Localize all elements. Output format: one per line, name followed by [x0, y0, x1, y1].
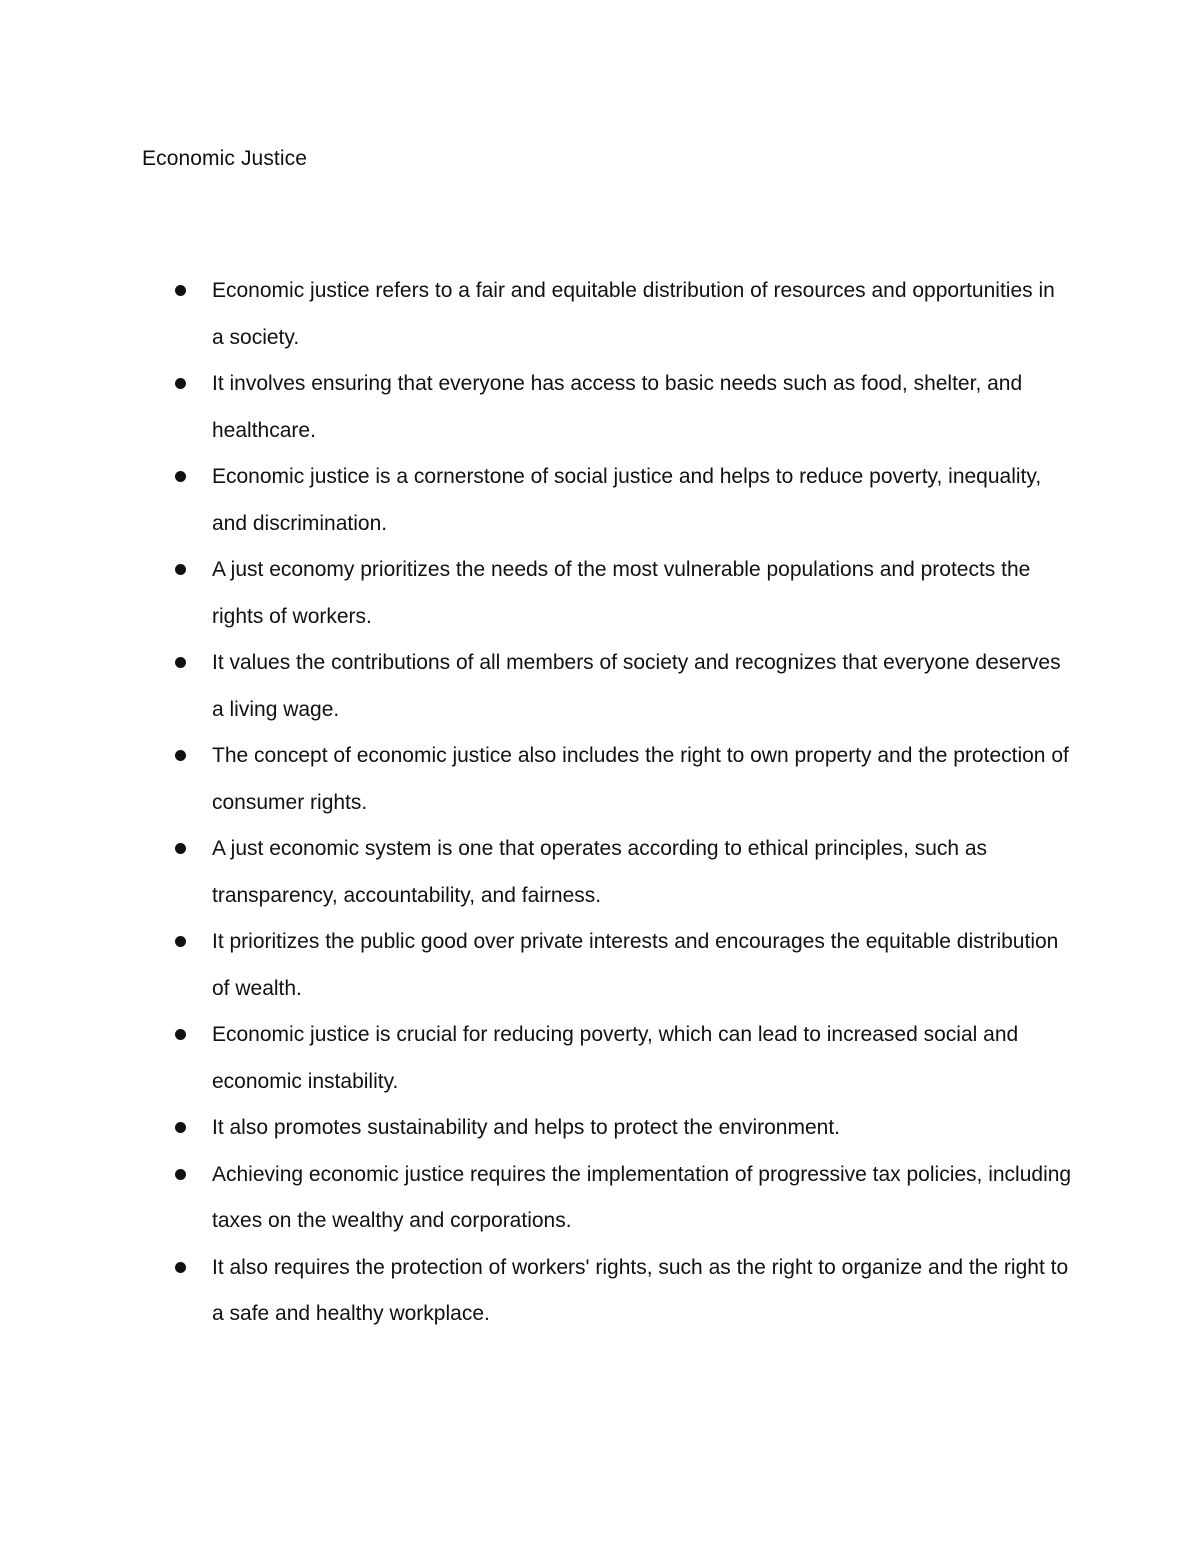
- bullet-icon: [175, 657, 186, 668]
- bullet-text: It also requires the protection of workers' rights, such as the right to organize and the right to a safe and healthy workplace.: [212, 1255, 1069, 1325]
- bullet-item: [142, 361, 1072, 454]
- bullet-icon: [175, 1122, 186, 1133]
- bullet-text: A just economy prioritizes the needs of the most vulnerable populations and protects the rights of workers.: [212, 558, 1031, 628]
- bullet-text: Economic justice is a cornerstone of social justice and helps to reduce poverty, inequality, and discrimination.: [212, 465, 1042, 535]
- bullet-icon: [175, 1169, 186, 1180]
- bullet-icon: [175, 936, 186, 947]
- bullet-item: [142, 640, 1072, 733]
- bullet-item: [142, 733, 1072, 826]
- bullet-icon: [175, 564, 186, 575]
- bullet-item: [142, 1152, 1072, 1245]
- bullet-list: [142, 268, 1072, 1338]
- bullet-text: The concept of economic justice also includes the right to own property and the protection of consumer rights.: [212, 744, 1069, 814]
- bullet-text: Economic justice is crucial for reducing poverty, which can lead to increased social and economic instability.: [212, 1023, 1019, 1093]
- bullet-icon: [175, 1029, 186, 1040]
- bullet-text: It values the contributions of all members of society and recognizes that everyone deserves a living wage.: [212, 651, 1061, 721]
- bullet-text: It involves ensuring that everyone has access to basic needs such as food, shelter, and healthcare.: [212, 372, 1023, 442]
- bullet-icon: [175, 1262, 186, 1273]
- bullet-text: Economic justice refers to a fair and equitable distribution of resources and opportunities in a society.: [212, 279, 1055, 349]
- bullet-text: A just economic system is one that operates according to ethical principles, such as transparency, accountability, and fairness.: [212, 837, 988, 907]
- bullet-item: [142, 1012, 1072, 1105]
- bullet-icon: [175, 378, 186, 389]
- bullet-text: It prioritizes the public good over private interests and encourages the equitable distribution of wealth.: [212, 930, 1059, 1000]
- bullet-item: [142, 268, 1072, 361]
- bullet-item: [142, 826, 1072, 919]
- bullet-icon: [175, 843, 186, 854]
- bullet-item: [142, 1245, 1072, 1338]
- bullet-item: [142, 454, 1072, 547]
- bullet-item: [142, 1105, 1072, 1152]
- bullet-text: Achieving economic justice requires the implementation of progressive tax policies, including taxes on the wealthy and corporations.: [212, 1162, 1072, 1232]
- bullet-text: It also promotes sustainability and helps to protect the environment.: [212, 1116, 841, 1139]
- bullet-icon: [175, 471, 186, 482]
- document-title: Economic Justice: [142, 147, 307, 170]
- bullet-item: [142, 919, 1072, 1012]
- bullet-icon: [175, 750, 186, 761]
- bullet-icon: [175, 285, 186, 296]
- bullet-item: [142, 547, 1072, 640]
